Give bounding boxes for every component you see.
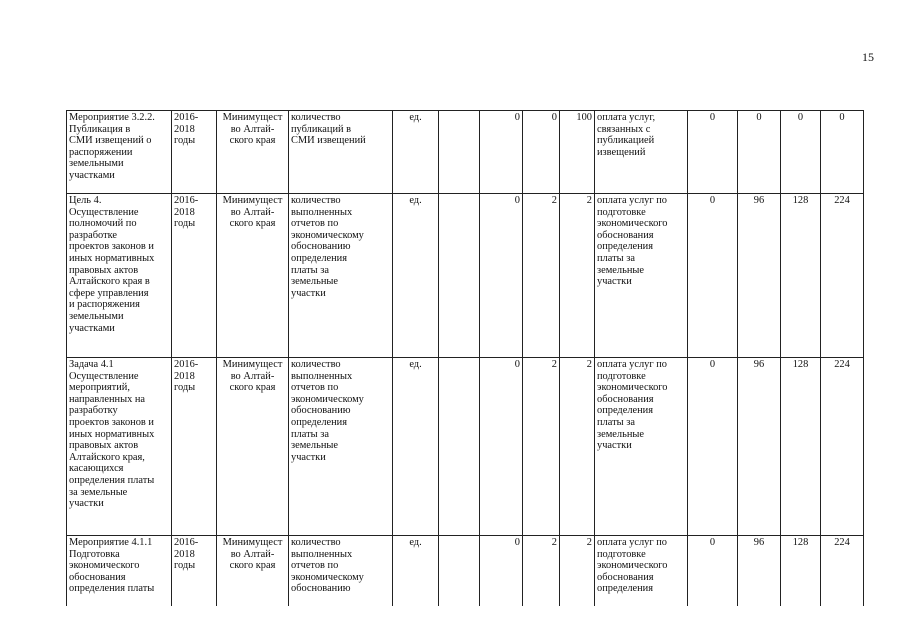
executor-cell: Минимущест во Алтай- ского края bbox=[217, 111, 289, 194]
activity-name: Задача 4.1 Осуществление мероприятий, направленных на разработку проектов законов и иных нормативных правовых актов Алтайского края, касающихся определения платы за земельные участки bbox=[67, 358, 172, 536]
funding-cell-1: 0 bbox=[688, 358, 738, 536]
indicator-cell: количество выполненных отчетов по экономическому обоснованию определения платы за земельные участки bbox=[289, 194, 393, 358]
funding-cell-1: 0 bbox=[688, 536, 738, 606]
activity-name: Цель 4. Осуществление полномочий по разработке проектов законов и иных нормативных правовых актов Алтайского края в сфере управления и распоряжения земельными участками bbox=[67, 194, 172, 358]
executor-cell: Минимущест во Алтай- ского края bbox=[217, 536, 289, 606]
unit-cell: ед. bbox=[393, 111, 439, 194]
value-cell-1 bbox=[439, 536, 480, 606]
activity-name: Мероприятие 4.1.1 Подготовка экономического обоснования определения платы bbox=[67, 536, 172, 606]
value-cell-4: 2 bbox=[560, 536, 595, 606]
value-cell-3: 2 bbox=[523, 194, 560, 358]
indicator-cell: количество выполненных отчетов по экономическому обоснованию bbox=[289, 536, 393, 606]
table-row bbox=[67, 358, 864, 536]
unit-cell: ед. bbox=[393, 358, 439, 536]
value-cell-2: 0 bbox=[480, 358, 523, 536]
value-cell-1 bbox=[439, 194, 480, 358]
funding-cell-4: 224 bbox=[821, 536, 864, 606]
value-cell-3: 2 bbox=[523, 536, 560, 606]
value-cell-3: 2 bbox=[523, 358, 560, 536]
value-cell-2: 0 bbox=[480, 536, 523, 606]
table-row bbox=[67, 111, 864, 194]
value-cell-3: 0 bbox=[523, 111, 560, 194]
value-cell-4: 100 bbox=[560, 111, 595, 194]
funding-cell-4: 0 bbox=[821, 111, 864, 194]
funding-cell-4: 224 bbox=[821, 358, 864, 536]
period-cell: 2016- 2018 годы bbox=[172, 358, 217, 536]
funding-cell-3: 0 bbox=[781, 111, 821, 194]
funding-cell-3: 128 bbox=[781, 536, 821, 606]
program-table bbox=[66, 110, 864, 606]
funding-cell-3: 128 bbox=[781, 358, 821, 536]
table-row bbox=[67, 194, 864, 358]
period-cell: 2016- 2018 годы bbox=[172, 194, 217, 358]
cost-description-cell: оплата услуг по подготовке экономического обоснования определения bbox=[595, 536, 688, 606]
funding-cell-1: 0 bbox=[688, 111, 738, 194]
cost-description-cell: оплата услуг по подготовке экономического обоснования определения платы за земельные участки bbox=[595, 194, 688, 358]
period-cell: 2016- 2018 годы bbox=[172, 111, 217, 194]
funding-cell-3: 128 bbox=[781, 194, 821, 358]
period-cell: 2016- 2018 годы bbox=[172, 536, 217, 606]
unit-cell: ед. bbox=[393, 194, 439, 358]
indicator-cell: количество выполненных отчетов по экономическому обоснованию определения платы за земельные участки bbox=[289, 358, 393, 536]
value-cell-2: 0 bbox=[480, 111, 523, 194]
cost-description-cell: оплата услуг по подготовке экономического обоснования определения платы за земельные участки bbox=[595, 358, 688, 536]
funding-cell-2: 0 bbox=[738, 111, 781, 194]
value-cell-4: 2 bbox=[560, 194, 595, 358]
funding-cell-2: 96 bbox=[738, 194, 781, 358]
value-cell-1 bbox=[439, 358, 480, 536]
activity-name: Мероприятие 3.2.2. Публикация в СМИ извещений о распоряжении земельными участками bbox=[67, 111, 172, 194]
value-cell-4: 2 bbox=[560, 358, 595, 536]
indicator-cell: количество публикаций в СМИ извещений bbox=[289, 111, 393, 194]
table-row bbox=[67, 536, 864, 606]
funding-cell-1: 0 bbox=[688, 194, 738, 358]
funding-cell-2: 96 bbox=[738, 536, 781, 606]
value-cell-1 bbox=[439, 111, 480, 194]
executor-cell: Минимущест во Алтай- ского края bbox=[217, 358, 289, 536]
funding-cell-2: 96 bbox=[738, 358, 781, 536]
unit-cell: ед. bbox=[393, 536, 439, 606]
value-cell-2: 0 bbox=[480, 194, 523, 358]
page-number: 15 bbox=[862, 50, 874, 64]
executor-cell: Минимущест во Алтай- ского края bbox=[217, 194, 289, 358]
funding-cell-4: 224 bbox=[821, 194, 864, 358]
cost-description-cell: оплата услуг, связанных с публикацией извещений bbox=[595, 111, 688, 194]
